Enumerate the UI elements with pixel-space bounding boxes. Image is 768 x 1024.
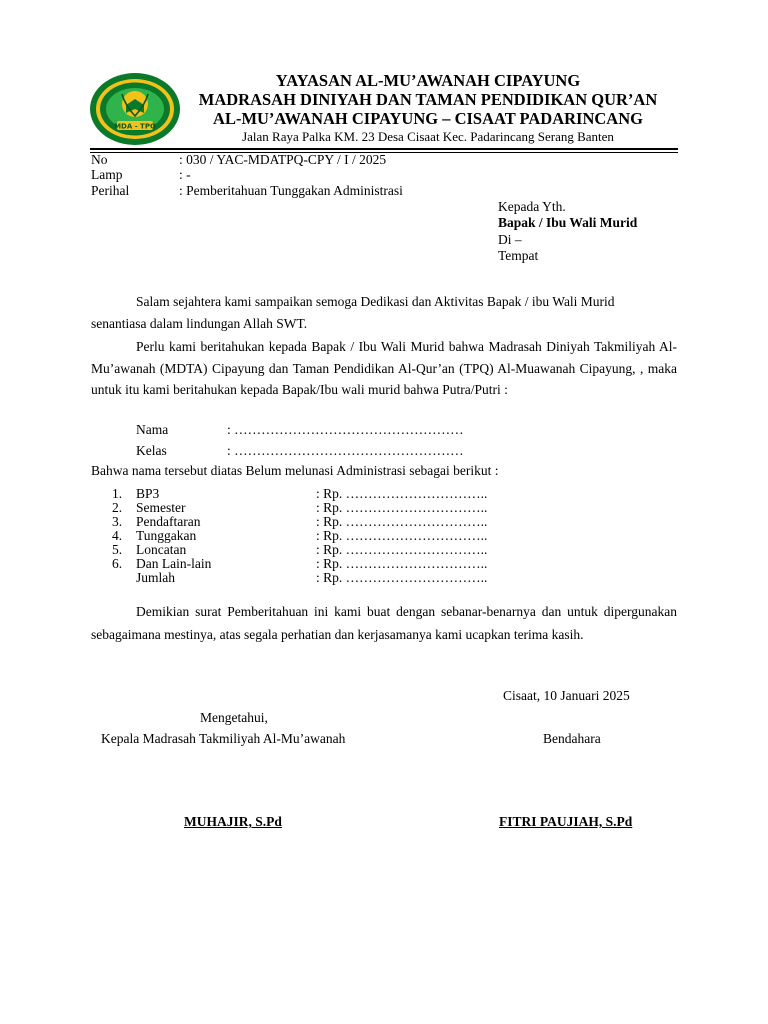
svg-text:MDA - TPQ: MDA - TPQ [114, 122, 156, 131]
list-item-number: 4. [112, 528, 123, 543]
address-line: Jalan Raya Palka KM. 23 Desa Cisaat Kec. Padarincang Serang Banten [242, 129, 614, 144]
list-item-amount: : Rp. ………………………….. [316, 500, 488, 515]
list-item-label: Loncatan [136, 542, 187, 557]
meta-lamp-label: Lamp [91, 167, 123, 182]
student-name-field: : …………………………………………… [227, 422, 464, 437]
madrasah-name: MADRASAH DINIYAH DAN TAMAN PENDIDIKAN QUR’AN [198, 90, 658, 109]
acknowledged-label: Mengetahui, [200, 710, 268, 725]
paragraph-closing: Demikian surat Pemberitahuan ini kami buat dengan sebanar-benarnya dan untuk dipergunakan sebagaimana mestinya, atas segala perhatian dan kerjasamanya kami ucapkan terima kasih. [91, 604, 677, 642]
head-title: Kepala Madrasah Takmiliyah Al-Mu’awanah [101, 731, 346, 746]
foundation-name: YAYASAN AL-MU’AWANAH CIPAYUNG [275, 71, 581, 90]
letter-date: Cisaat, 10 Januari 2025 [503, 688, 630, 703]
list-item-label: BP3 [136, 486, 160, 501]
meta-perihal-label: Perihal [91, 183, 130, 198]
student-class-label: Kelas [136, 443, 167, 458]
list-item-label: Dan Lain-lain [136, 556, 212, 571]
list-item-number: 1. [112, 486, 123, 501]
meta-no-label: No [91, 152, 108, 167]
paragraph-arrears-intro: Bahwa nama tersebut diatas Belum melunasi Administrasi sebagai berikut : [91, 463, 499, 478]
recipient-name: Bapak / Ibu Wali Murid [498, 215, 638, 230]
list-item-number: 6. [112, 556, 123, 571]
list-item-amount: : Rp. ………………………….. [316, 570, 488, 585]
list-item-amount: : Rp. ………………………….. [316, 528, 488, 543]
recipient-di: Di – [498, 232, 522, 247]
meta-no-value: : 030 / YAC-MDATPQ-CPY / I / 2025 [179, 152, 387, 167]
list-item-amount: : Rp. ………………………….. [316, 486, 488, 501]
list-item-number: 2. [112, 500, 123, 515]
treasurer-signatory: FITRI PAUJIAH, S.Pd [499, 814, 633, 829]
head-signatory: MUHAJIR, S.Pd [184, 814, 282, 829]
paragraph-greeting: Salam sejahtera kami sampaikan semoga Dedikasi dan Aktivitas Bapak / ibu Wali Murid [136, 294, 615, 309]
list-item-amount: : Rp. ………………………….. [316, 514, 488, 529]
list-item-label: Semester [136, 500, 186, 515]
recipient-place: Tempat [498, 248, 539, 263]
list-item-amount: : Rp. ………………………….. [316, 542, 488, 557]
list-item-label: Pendaftaran [136, 514, 201, 529]
header-rule-thick [90, 148, 678, 150]
paragraph-notice: Perlu kami beritahukan kepada Bapak / Ibu Wali Murid bahwa Madrasah Diniyah Takmiliyah Al-Mu’awanah (MDTA) Cipayung dan Taman Pendidikan Al-Qur’an (TPQ) Al-Muawanah Cipayung, , maka untuk itu kami beritahukan kepada Bapak/Ibu wali murid bahwa Putra/Putri : [91, 339, 677, 397]
list-item-label: Jumlah [136, 570, 175, 585]
list-item-number: 3. [112, 514, 123, 529]
treasurer-title: Bendahara [543, 731, 601, 746]
meta-lamp-value: : - [179, 167, 191, 182]
madrasah-location: AL-MU’AWANAH CIPAYUNG – CISAAT PADARINCANG [213, 109, 643, 128]
list-item-amount: : Rp. ………………………….. [316, 556, 488, 571]
list-item-number: 5. [112, 542, 123, 557]
list-item-label: Tunggakan [136, 528, 197, 543]
meta-perihal-value: : Pemberitahuan Tunggakan Administrasi [179, 183, 403, 198]
student-class-field: : …………………………………………… [227, 443, 464, 458]
student-name-label: Nama [136, 422, 169, 437]
recipient-greeting: Kepada Yth. [498, 199, 566, 214]
paragraph-greeting-cont: senantiasa dalam lindungan Allah SWT. [91, 316, 308, 331]
